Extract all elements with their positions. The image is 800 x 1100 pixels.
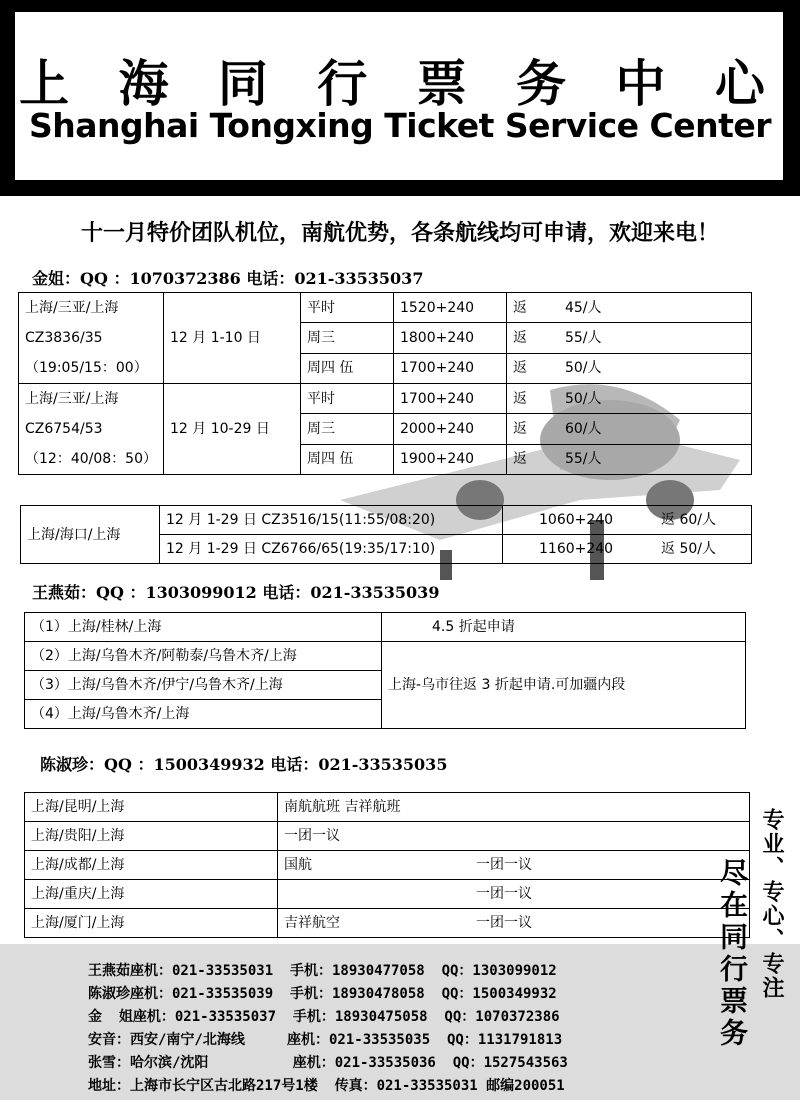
footer-line: 王燕茹座机：021-33535031 手机：18930477058 QQ：1303099012: [88, 963, 557, 979]
title-chinese: 上 海 同 行 票 务 中 心: [19, 55, 781, 113]
slogan-professional: 专业、专心、专注: [759, 808, 784, 1000]
footer-line: 安音：西安/南宁/北海线 座机：021-33535035 QQ：1131791813: [88, 1032, 563, 1048]
footer-line: 金 姐座机：021-33535037 手机：18930475058 QQ：1070372386: [88, 1009, 560, 1025]
sanya-price-table: 上海/三亚/上海 CZ3836/35 （19:05/15：00） 12 月 1-10 日 平时 1520+240 返 45/人 周三 1800+240 返 55/人 周四 伍 1700+240 返 50/人 上海/三亚/上海 CZ6754/53 （12：40/08：50） 12 月 10-29 日 平时 1700+240 返 50/人 周三 2000+240 返 60/人 周四 伍 1900+240 返 55/人: [18, 292, 752, 475]
period-cell: 12 月 10-29 日: [163, 384, 300, 475]
footer-address: 地址：上海市长宁区古北路217号1楼 传真：021-33535031 邮编200051: [88, 1078, 565, 1094]
haikou-price-table: 上海/海口/上海 12 月 1-29 日 CZ3516/15(11:55/08:20) 1060+240 返 60/人 12 月 1-29 日 CZ6766/65(19:35/17:10) 1160+240 返 50/人: [20, 505, 752, 564]
title-english: Shanghai Tongxing Ticket Service Center: [28, 106, 772, 145]
headline: 十一月特价团队机位，南航优势，各条航线均可申请，欢迎来电！: [80, 220, 719, 246]
route-cell: 上海/三亚/上海 CZ6754/53 （12：40/08：50）: [19, 384, 164, 475]
contact-wang: 王燕茹：QQ ：1303099012 电话：021-33535039: [32, 583, 440, 602]
domestic-route-table: 上海/昆明/上海 南航航班 吉祥航班 上海/贵阳/上海 一团一议 上海/成都/上海 国航 一团一议 上海/重庆/上海 一团一议 上海/厦门/上海 吉祥航空 一团一议: [24, 792, 750, 938]
route-cell: 上海/海口/上海: [21, 506, 160, 564]
period-cell: 12 月 1-10 日: [163, 293, 300, 384]
footer-line: 陈淑珍座机：021-33535039 手机：18930478058 QQ：1500349932: [88, 986, 557, 1002]
slogan-tongxing: 尽在同行票务: [716, 858, 749, 1050]
footer-line: 张雪：哈尔滨/沈阳 座机：021-33535036 QQ：1527543563: [88, 1055, 568, 1071]
route-cell: 上海/三亚/上海 CZ3836/35 （19:05/15：00）: [19, 293, 164, 384]
contact-jin: 金姐：QQ ：1070372386 电话：021-33535037: [32, 269, 424, 288]
contact-chen: 陈淑珍：QQ ：1500349932 电话：021-33535035: [40, 755, 448, 774]
footer-contacts: [88, 960, 688, 1098]
xinjiang-route-table: （1）上海/桂林/上海 4.5 折起申请 （2）上海/乌鲁木齐/阿勒泰/乌鲁木齐/上海 上海-乌市往返 3 折起申请.可加疆内段 （3）上海/乌鲁木齐/伊宁/乌鲁木齐/上海 （4）上海/乌鲁木齐/上海: [24, 612, 746, 729]
